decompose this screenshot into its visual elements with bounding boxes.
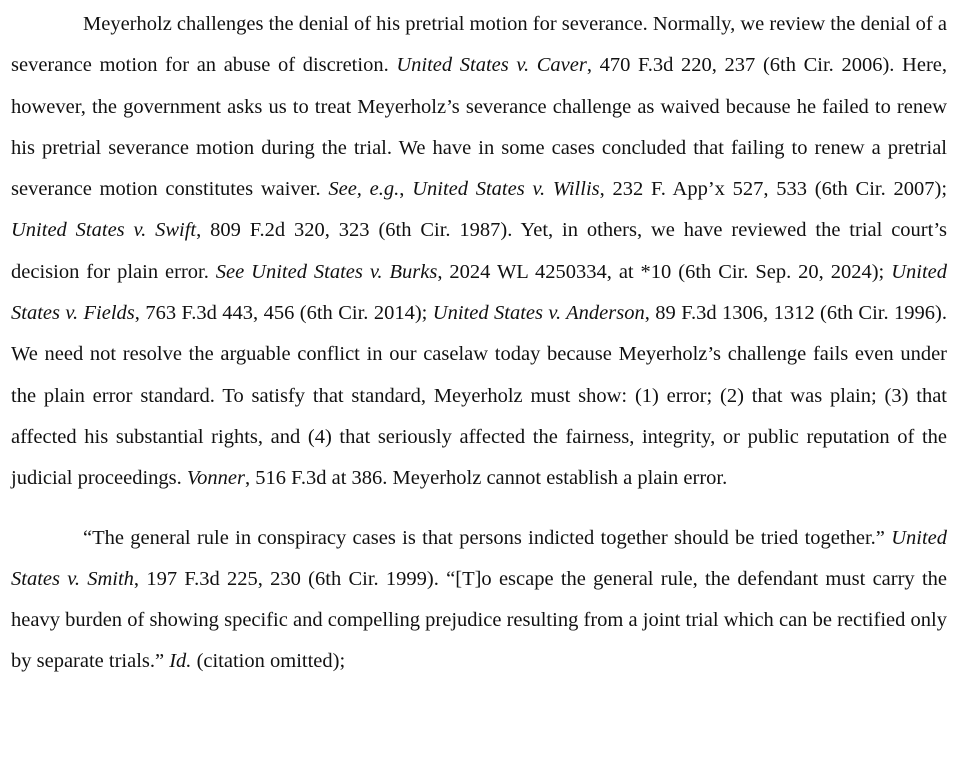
text-segment: , 2024 WL 4250334, at *10 (6th Cir. Sep. 20, 2024); [437,260,892,283]
text-segment: , 197 F.3d 225, 230 (6th Cir. 1999). “[T]o escape the general rule, the defendant must carry the heavy burden of showing specific and compelling prejudice resulting from a joint trial which can be rectified only by separate trials.” [11,567,947,673]
case-citation: United States v. Smith [11,526,947,590]
case-citation: United States v. Fields [11,260,947,325]
text-segment: “The general rule in conspiracy cases is that persons indicted together should be tried together.” [83,526,892,549]
case-citation: United States v. Caver [396,54,587,77]
case-citation: United States v. Willis [412,178,600,201]
case-citation: Vonner [186,467,245,490]
case-citation: United States v. Anderson [432,302,645,325]
text-segment: , 809 F.2d 320, 323 (6th Cir. 1987). Yet, in others, we have reviewed the trial court’s decision for plain error. [11,219,947,283]
text-segment: (citation omitted); [191,650,346,673]
text-segment: , 516 F.3d at 386. Meyerholz cannot establish a plain error. [244,467,728,490]
text-segment: , 232 F. App’x 527, 533 (6th Cir. 2007); [599,178,948,201]
text-segment: , 470 F.3d 220, 237 (6th Cir. 2006). Here, however, the government asks us to treat Meyerholz’s severance challenge as waived because he failed to renew his pretrial severance motion during the trial. We have in some cases concluded that failing to renew a pretrial severance motion constitutes waiver. [11,54,947,201]
citation-signal: See, e.g. [328,178,400,201]
text-segment: Meyerholz challenges the denial of his pretrial motion for severance. Normally, we review the denial of a severance motion for an abuse of discretion. [11,13,947,77]
text-segment: , 89 F.3d 1306, 1312 (6th Cir. 1996). We need not resolve the arguable conflict in our caselaw today because Meyerholz’s challenge fails even under the plain error standard. To satisfy that standard, Meyerholz must show: (1) error; (2) that was plain; (3) that affected his substantial rights, and (4) that seriously affected the fairness, integrity, or public reputation of the judicial proceedings. [11,302,947,490]
paragraph-severance-standard [11,4,947,500]
case-citation: United States v. Swift [11,219,197,242]
text-segment: , 763 F.3d 443, 456 (6th Cir. 2014); [134,302,433,325]
citation-signal: Id. [169,650,192,673]
document-page [11,4,947,683]
text-segment: , [399,178,413,201]
case-citation: See United States v. Burks [215,260,438,283]
paragraph-joint-trial-rule [11,518,947,683]
